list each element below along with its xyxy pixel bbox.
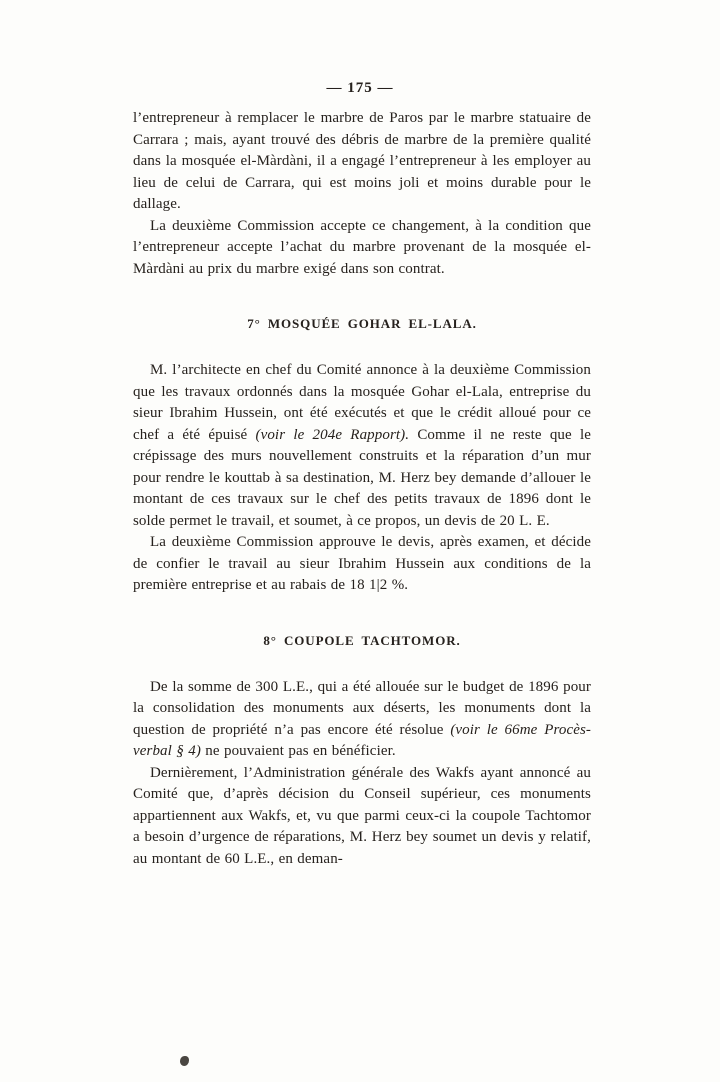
text-segment: De la somme de 300 L.E., qui a été allouée sur le budget de 1896 pour la consolidation des monuments aux déserts, les monuments dont la question de propriété n’a pas encore été résolue [133, 678, 591, 738]
paragraph-commission-approves-devis: La deuxième Commission approuve le devis, après examen, et décide de confier le travail au sieur Ibrahim Hussein aux conditions de la première entreprise et au rabais de 18 1|2 %. [133, 534, 591, 593]
paragraph-commission-accepts: La deuxième Commission accepte ce changement, à la condition que l’entrepreneur accepte l’achat du marbre provenant de la mosquée el-Màrdàni au prix du marbre exigé dans son contrat. [133, 217, 591, 277]
section-heading-coupole-tachtomor: 8° COUPOLE TACHTOMOR. [263, 632, 461, 648]
paragraph-marble-carrara: l’entrepreneur à remplacer le marbre de Paros par le marbre statuaire de Carrara ; mais, ayant trouvé des débris de marbre de la première qualité dans la mosquée el-Màrdàni, il a engagé l’entrepreneur à les employer au lieu de celui de Carrara, qui est moins joli et moins durable pour le dallage. [133, 110, 591, 212]
italic-text-segment: (voir le 204e Rapport). [255, 426, 410, 443]
paragraph-coupole-budget [133, 677, 591, 763]
text-segment: ne pouvaient pas en bénéficier. [200, 743, 396, 759]
section-heading-mosquee-gohar-el-lala: 7° MOSQUÉE GOHAR EL-LALA. [247, 316, 477, 331]
ink-speck [180, 1056, 189, 1066]
paragraph-wakfs-administration: Dernièrement, l’Administration générale des Wakfs ayant annoncé au Comité que, d’après décision du Conseil supérieur, ces monuments appartiennent aux Wakfs, et, vu que parmi ceux-ci la coupole Tachtomor a besoin d’urgence de réparations, M. Herz bey soumet un devis y relatif, au montant de 60 L.E., en deman- [133, 764, 591, 867]
text-segment: Comme il ne reste que le crépissage des murs nouvellement construits et la réparation d’un mur pour rendre le kouttab à sa destination, M. Herz bey demande d’allouer le montant de ces travaux sur le chef des petits travaux de 1896 dont le solde permet le travail, et soumet, à ce propos, un devis de 20 L. E. [133, 426, 591, 529]
page-number: — 175 — [326, 80, 394, 96]
page-content [133, 108, 591, 870]
text-segment: M. l’architecte en chef du Comité annonce à la deuxième Commission que les travaux ordonnés dans la mosquée Gohar el-Lala, entreprise du sieur Ibrahim Hussein, ont été exécutés et que le crédit alloué pour ce chef a été épuisé [133, 362, 591, 443]
paragraph-mosquee-gohar-works [133, 360, 591, 532]
italic-text-segment: (voir le 66me Procès-verbal § 4) [133, 721, 591, 759]
